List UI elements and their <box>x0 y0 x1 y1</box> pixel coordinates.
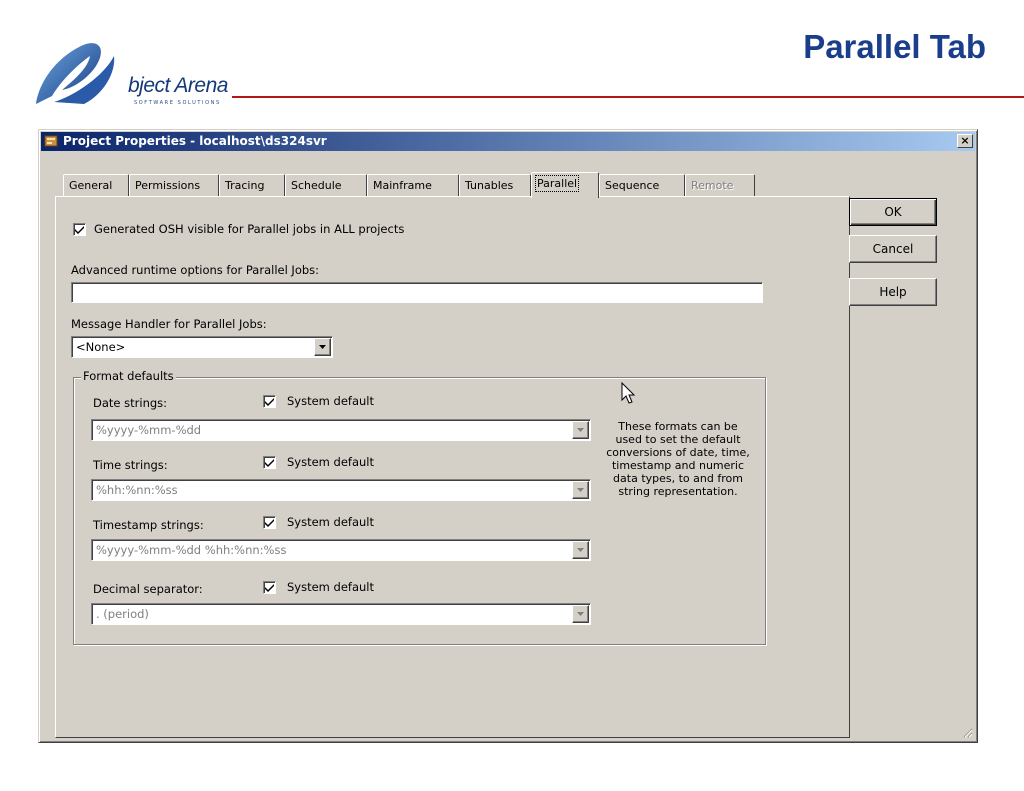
date-format-dropdown-button[interactable] <box>572 421 589 439</box>
timestamp-system-default-checkbox[interactable] <box>263 516 276 529</box>
checkmark-icon <box>265 518 274 527</box>
decimal-system-default-checkbox[interactable] <box>263 581 276 594</box>
header-rule <box>232 96 1024 98</box>
runtime-options-input[interactable] <box>71 282 763 303</box>
runtime-options-label: Advanced runtime options for Parallel Jobs: <box>71 263 320 277</box>
date-format-select[interactable] <box>91 419 591 441</box>
timestamp-format-dropdown-button[interactable] <box>572 541 589 559</box>
close-icon: × <box>960 134 970 147</box>
decimal-system-default-label: System default <box>287 580 375 594</box>
timestamp-system-default-label: System default <box>287 515 375 529</box>
tab-general[interactable]: General <box>63 174 129 196</box>
dialog-titlebar[interactable] <box>41 132 975 151</box>
date-system-default-checkbox[interactable] <box>263 395 276 408</box>
message-handler-label: Message Handler for Parallel Jobs: <box>71 317 267 331</box>
time-strings-label: Time strings: <box>93 458 168 472</box>
format-info-text: These formats can be used to set the default conversions of date, time, timestamp and numeric data types, to and from string representation. <box>606 420 750 498</box>
cancel-button[interactable]: Cancel <box>849 235 937 263</box>
decimal-separator-select[interactable] <box>91 603 591 625</box>
tab-parallel[interactable]: Parallel <box>531 172 599 198</box>
object-arena-logo <box>34 16 234 112</box>
checkmark-icon <box>75 225 84 234</box>
tab-schedule[interactable]: Schedule <box>285 174 367 196</box>
time-system-default-label: System default <box>287 455 375 469</box>
mouse-pointer-icon <box>621 382 637 406</box>
date-format-value: %yyyy-%mm-%dd <box>96 423 202 437</box>
osh-visible-label: Generated OSH visible for Parallel jobs in ALL projects <box>94 222 405 236</box>
date-system-default-label: System default <box>287 394 375 408</box>
chevron-down-icon <box>577 548 585 553</box>
date-strings-label: Date strings: <box>93 396 168 410</box>
timestamp-format-value: %yyyy-%mm-%dd %hh:%nn:%ss <box>96 543 287 557</box>
time-format-value: %hh:%nn:%ss <box>96 483 178 497</box>
osh-visible-checkbox[interactable] <box>73 223 86 236</box>
message-handler-select[interactable] <box>71 336 333 358</box>
checkmark-icon <box>265 458 274 467</box>
message-handler-dropdown-button[interactable] <box>314 338 331 356</box>
time-format-dropdown-button[interactable] <box>572 481 589 499</box>
resize-grip-icon[interactable] <box>961 726 973 738</box>
ok-button[interactable]: OK <box>849 198 937 226</box>
tab-tunables[interactable]: Tunables <box>459 174 531 196</box>
timestamp-format-select[interactable] <box>91 539 591 561</box>
time-format-select[interactable] <box>91 479 591 501</box>
chevron-down-icon <box>577 488 585 493</box>
decimal-separator-label: Decimal separator: <box>93 582 203 596</box>
dialog-title: Project Properties - localhost\ds324svr <box>63 134 327 148</box>
slide-title: Parallel Tab <box>803 28 986 65</box>
tab-remote: Remote <box>685 174 755 196</box>
format-defaults-legend: Format defaults <box>83 369 174 383</box>
chevron-down-icon <box>319 345 327 350</box>
chevron-down-icon <box>577 612 585 617</box>
tab-permissions[interactable]: Permissions <box>129 174 219 196</box>
logo-wordmark: bject Arena <box>128 74 228 97</box>
close-button[interactable] <box>957 134 973 148</box>
checkmark-icon <box>265 583 274 592</box>
project-icon <box>44 134 58 148</box>
time-system-default-checkbox[interactable] <box>263 456 276 469</box>
tab-tracing[interactable]: Tracing <box>219 174 285 196</box>
tab-sequence[interactable]: Sequence <box>599 174 685 196</box>
help-button[interactable]: Help <box>849 278 937 306</box>
logo-tagline: SOFTWARE SOLUTIONS <box>134 100 221 106</box>
message-handler-value: <None> <box>76 340 126 354</box>
chevron-down-icon <box>577 428 585 433</box>
timestamp-strings-label: Timestamp strings: <box>93 518 204 532</box>
decimal-separator-dropdown-button[interactable] <box>572 605 589 623</box>
tab-mainframe[interactable]: Mainframe <box>367 174 459 196</box>
project-properties-dialog <box>38 129 978 743</box>
decimal-separator-value: . (period) <box>96 607 149 621</box>
checkmark-icon <box>265 397 274 406</box>
